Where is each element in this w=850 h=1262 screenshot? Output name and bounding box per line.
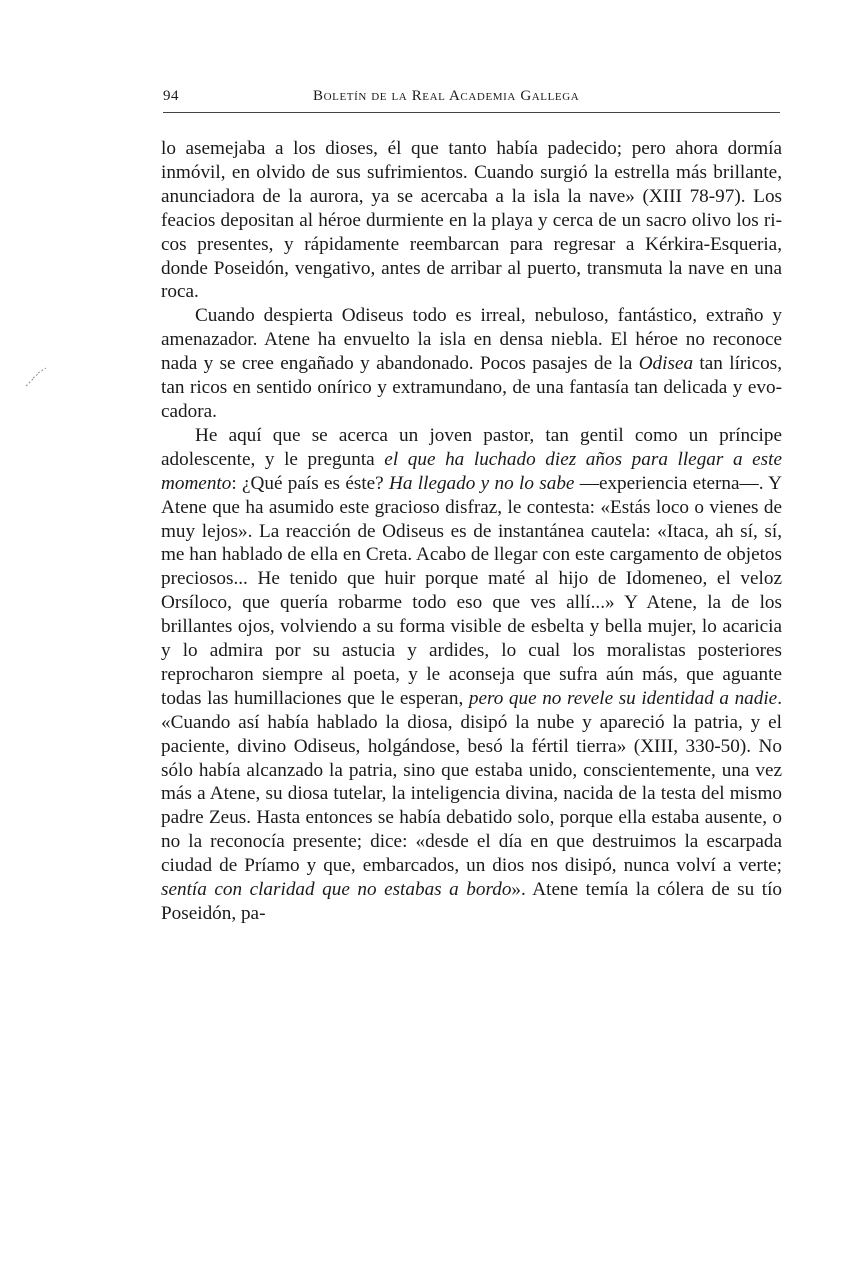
italic-text-run: el que ha luchado diez años para llegar a este momento bbox=[161, 448, 782, 494]
text-run: —experiencia eterna—. Y Atene que ha asumido este gracioso disfraz, le contesta: «Estás loco o vienes de muy lejos». La reacción de Odiseus es de instantánea cautela: «Itaca, ah sí, sí, me han hablado de ella en Creta. Acabo de llegar con este cargamento de objetos preciosos... He tenido que huir porque maté al hijo de Idomeneo, el veloz Orsíloco, que quería robarme todo eso que ves allí...» Y Atene, la de los brillantes ojos, volviendo a su forma visible de esbelta y bella mujer, lo acaricia y lo admira por su astucia y ardides, lo cual los moralistas posteriores reprocharon siempre al poeta, y le aconseja que sufra aún más, que aguante todas las humillaciones que le esperan, bbox=[161, 472, 782, 709]
italic-text-run: Odisea bbox=[638, 353, 694, 375]
text-run: tan líricos, tan ricos en sentido onírico y extramundano, de una fantasía tan delicada y evocadora. bbox=[161, 353, 782, 422]
text-run: He aquí que se acerca un joven pastor, tan gentil como un príncipe adolescente, y le pregunta bbox=[161, 424, 782, 470]
paragraph bbox=[161, 304, 782, 424]
margin-pencil-mark bbox=[24, 366, 50, 388]
text-run: . «Cuando así había hablado la diosa, disipó la nube y apareció la patria, y el paciente, divino Odiseus, holgándose, besó la fértil tierra» (XIII, 330-50). No sólo había alcanzado la patria, sino que estaba unido, conscientemente, una vez más a Atene, su diosa tutelar, la inteligencia divina, nacida de la testa del mismo padre Zeus. Hasta entonces se había debatido solo, porque ella estaba ausente, o no la reconocía presente; dice: «desde el día en que destruimos la escarpada ciudad de Príamo y que, embarcados, un dios nos disipó, nunca volví a verte; bbox=[161, 687, 782, 877]
paragraph bbox=[161, 424, 782, 926]
text-run: ». Atene temía la cólera de su tío Poseidón, pa- bbox=[161, 879, 783, 924]
italic-text-run: sentía con claridad que no estabas a bordo bbox=[161, 879, 512, 901]
page-header bbox=[163, 88, 780, 113]
italic-text-run: Ha llegado y no lo sabe bbox=[389, 472, 575, 494]
page-number: 94 bbox=[163, 88, 179, 104]
body-text bbox=[161, 137, 782, 926]
running-head: Boletín de la Real Academia Gallega bbox=[313, 88, 580, 104]
italic-text-run: pero que no revele su identidad a nadie bbox=[468, 687, 778, 709]
text-run: lo asemejaba a los dioses, él que tanto había padecido; pero ahora dormía inmóvil, en olvido de sus sufrimientos. Cuando surgió la estrella más brillante, anunciadora de la aurora, ya se acercaba a la isla la nave» (XIII 78-97). Los feacios depositan al héroe durmiente en la playa y cerca de un sacro olivo los ricos presentes, y rápidamente reembarcan para regresar a Kérkira-Esqueria, donde Poseidón, vengativo, antes de arribar al puerto, transmuta la nave en una roca. bbox=[161, 138, 782, 303]
text-run: Cuando despierta Odiseus todo es irreal, nebuloso, fantástico, extraño y amenazador. Atene ha envuelto la isla en densa niebla. El héroe no reconoce nada y se cree engañado y abandonado. Pocos pasajes de la bbox=[161, 305, 782, 375]
text-run: : ¿Qué país es éste? bbox=[231, 472, 390, 494]
paragraph bbox=[161, 137, 782, 304]
